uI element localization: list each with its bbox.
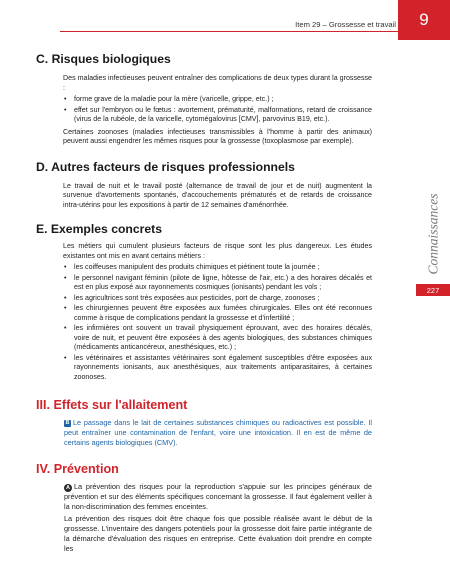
section-effets-allaitement: [36, 397, 372, 448]
section-heading: D. Autres facteurs de risques professionnels: [36, 159, 295, 174]
section-heading: C. Risques biologiques: [36, 52, 171, 66]
section-heading: E. Exemples concrets: [36, 222, 162, 236]
section-prevention: [36, 461, 372, 554]
section-body: [64, 482, 372, 554]
section-risques-biologiques: [36, 52, 372, 147]
list-item: • le personnel navigant féminin (pilote de ligne, hôtesse de l'air, etc.) a des horaires décalés et est en plus exposé aux rayonnements cosmiques (ionisants) pendant les vols ;: [63, 274, 372, 293]
paragraph: [64, 418, 372, 448]
chapter-heading: IV. Prévention: [36, 462, 119, 476]
rank-a-badge-icon: A: [64, 484, 72, 492]
chapter-number-tab: 9: [398, 0, 450, 40]
paragraph: [64, 482, 372, 512]
bullet-list: [63, 263, 372, 382]
paragraph-text: La prévention des risques pour la reproduction s'appuie sur les principes généraux de prévention et sur des éléments spécifiques concernant la grossesse. Il faut également veiller à la non-discrimination des femmes enceintes.: [64, 482, 372, 511]
section-autres-facteurs: [36, 160, 372, 211]
list-item: • effet sur l'embryon ou le fœtus : avortement, prématurité, malformations, retard de croissance (virus de la rubéole, de la varicelle, cytomégalovirus [CMV], parvovirus B19, etc.).: [63, 106, 372, 125]
paragraph: Certaines zoonoses (maladies infectieuses transmissibles à l'homme à partir des animaux) peuvent aussi engendrer les mêmes risques pour la grossesse (toxoplasmose par exemple).: [63, 127, 372, 145]
running-title: Item 29 – Grossesse et travail: [295, 20, 396, 29]
section-exemples-concrets: [36, 222, 372, 382]
paragraph-text: Le passage dans le lait de certaines substances chimiques ou radioactives est possible. Il peut entraîner une contamination de l'enfant, voire une intoxication. Il en est de même de certains agents biologiques (CMV).: [64, 418, 372, 447]
rank-b-badge-icon: B: [65, 420, 70, 426]
header-rule: [60, 31, 398, 32]
section-body: [63, 74, 372, 147]
paragraph: Des maladies infectieuses peuvent entraîner des complications de deux types durant la grossesse :: [63, 74, 372, 92]
bullet-list: [63, 95, 372, 125]
list-item: • les vétérinaires et assistantes vétérinaires sont également susceptibles d'être exposées aux rayonnements ionisants, aux anesthésiques, aux traitements antiparasitaires, à certaines zoonoses.: [63, 354, 372, 383]
list-item: • forme grave de la maladie pour la mère (varicelle, grippe, etc.) ;: [63, 95, 372, 105]
section-body: [63, 182, 372, 211]
side-section-label: [416, 186, 450, 282]
list-item: • les agricultrices sont très exposées aux pesticides, port de charge, zoonoses ;: [63, 294, 372, 304]
paragraph: Le travail de nuit et le travail posté (alternance de travail de jour et de nuit) augmentent la survenue d'avortements spontanés, d'accouchements prématurés et de retards de croissance intra-utérins pour les expositions à partir de 12 semaines d'aménorrhée.: [63, 181, 372, 209]
chapter-heading: III. Effets sur l'allaitement: [36, 398, 188, 412]
page-number: 227: [416, 284, 450, 296]
paragraph: Les métiers qui cumulent plusieurs facteurs de risque sont les plus dangereux. Les études existantes ont mis en avant certains métiers :: [63, 242, 372, 260]
list-item: • les chirurgiennes peuvent être exposées aux fumées chirurgicales. Elles ont été reconnues comme à risque de complications pendant la grossesse et d'infertilité ;: [63, 304, 372, 323]
paragraph: La prévention des risques doit être chaque fois que possible réalisée avant le début de la grossesse. L'inventaire des dangers potentiels pour la grossesse doit faire partie intégrante de la démarche d'évaluation des risques en entreprise. Cette évaluation doit prendre en compte les: [64, 514, 372, 553]
side-section-label-text: Connaissances: [425, 193, 440, 275]
section-body: [63, 242, 372, 382]
list-item: • les infirmières ont souvent un travail physiquement éprouvant, avec des horaires décalés, voire de nuit, et peuvent être exposées à des agents biologiques, des substances chimiques (médicaments anticancéreux, anesthésiques, etc.) ;: [63, 324, 372, 353]
list-item: • les coiffeuses manipulent des produits chimiques et piétinent toute la journée ;: [63, 263, 372, 273]
section-body: [64, 418, 372, 448]
page-content: [36, 42, 372, 556]
